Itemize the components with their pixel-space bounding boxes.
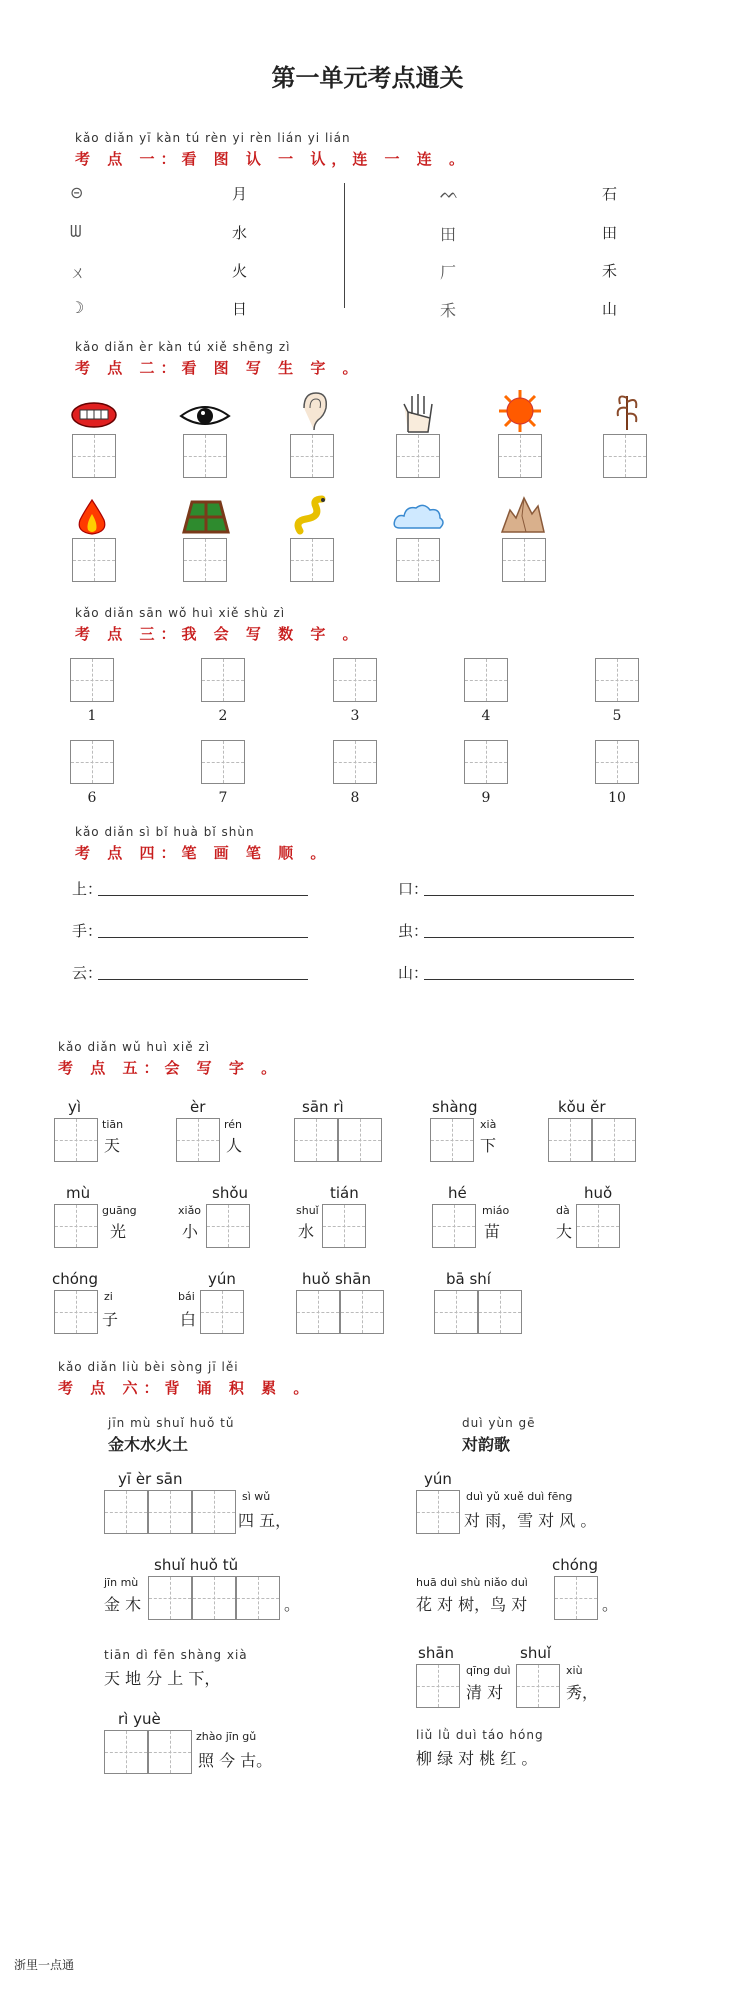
number-label: 3 [350,708,360,724]
stroke-label-shou: 手： [72,922,103,940]
section5-heading: 考 点 五：会 写 字 。 [58,1059,283,1077]
writing-grid-field[interactable] [183,538,227,582]
pinyin-huo: huǒ [584,1184,613,1202]
poem1-pinyin: jīn mù shuǐ huǒ tǔ [108,1416,235,1430]
pinyin-sanri: sān rì [302,1098,344,1116]
ear-picture [296,390,330,434]
write-grid[interactable] [54,1204,98,1248]
char-shui: 水 [232,224,248,242]
poem1-line4-text: 照 今 古。 [198,1751,273,1770]
char-da: 大 [556,1222,573,1241]
pinyin-yi: yì [68,1098,82,1116]
char-huo: 火 [232,262,248,280]
char-guang: 光 [110,1222,127,1241]
number-label: 9 [481,790,491,806]
writing-grid-fire[interactable] [72,538,116,582]
write-grid[interactable] [322,1204,366,1248]
poem1-line4-pinyin2: zhào jīn gǔ [196,1730,257,1743]
writing-grid-ear[interactable] [290,434,334,478]
char-bai: 白 [180,1310,197,1329]
stroke-answer-line[interactable] [98,979,308,980]
grain-picture [612,390,642,430]
poem2-line4-pinyin: liǔ lǜ duì táo hóng [416,1728,544,1742]
ancient-stone-glyph: ᨓ [440,183,460,202]
write-grid[interactable] [516,1664,560,1708]
number-label: 6 [87,790,97,806]
section2-heading: 考 点 二：看 图 写 生 字 。 [75,359,364,377]
poem1-line3-pinyin: tiān dì fēn shàng xià [104,1648,248,1662]
mountain-picture [500,496,546,534]
writing-grid-eye[interactable] [183,434,227,478]
poem1-line2-end: 。 [284,1595,301,1614]
pinyin-shang: shàng [432,1098,478,1116]
poem1-line1-pinyin: yī èr sān [118,1470,183,1488]
section1-pinyin: kǎo diǎn yī kàn tú rèn yi rèn lián yi lián [75,131,351,145]
write-grid[interactable] [236,1576,280,1620]
char-he: 禾 [602,262,618,280]
write-grid[interactable] [416,1664,460,1708]
number-label: 2 [218,708,228,724]
writing-grid-hand[interactable] [396,434,440,478]
write-grid[interactable] [104,1730,148,1774]
poem2-line2-end: 。 [602,1595,619,1614]
pinyin-chong: chóng [52,1270,98,1288]
stroke-label-yun: 云： [72,964,103,982]
page-title: 第一单元考点通关 [271,63,464,92]
poem2-line4-text: 柳 绿 对 桃 红 。 [416,1749,538,1768]
pinyin-yun: yún [208,1270,236,1288]
char-yue: 月 [232,185,248,203]
char-ren: 人 [226,1136,243,1155]
write-grid[interactable] [592,1118,636,1162]
number-label: 5 [612,708,622,724]
ancient-fire-glyph: ㄨ [70,263,87,282]
write-grid[interactable] [148,1576,192,1620]
write-grid[interactable] [478,1290,522,1334]
pinyin-huoshan: huǒ shān [302,1270,371,1288]
write-grid[interactable] [192,1490,236,1534]
write-grid[interactable] [54,1118,98,1162]
number-label: 4 [481,708,491,724]
poem2-line3-pinyin3: shuǐ [520,1644,551,1662]
write-grid[interactable] [338,1118,382,1162]
char-tian: 田 [602,224,618,242]
write-grid[interactable] [176,1118,220,1162]
number-label: 7 [218,790,228,806]
poem1-line2-pinyin: shuǐ huǒ tǔ [154,1556,239,1574]
number-grid[interactable] [464,658,508,702]
footer-watermark: 浙里一点通 [14,1958,75,1972]
poem2-line3-text: 清 对 [466,1683,504,1702]
pinyin-miao: miáo [482,1204,510,1217]
section5-pinyin: kǎo diǎn wǔ huì xiě zì [58,1040,211,1054]
writing-grid-grain[interactable] [603,434,647,478]
write-grid[interactable] [548,1118,592,1162]
eye-picture [178,402,232,430]
mouth-picture [70,400,118,430]
stroke-label-chong: 虫： [398,922,429,940]
write-grid[interactable] [206,1204,250,1248]
poem1-line2-pinyin0: jīn mù [104,1576,139,1589]
char-shi: 石 [602,185,618,203]
pinyin-bai: bái [178,1290,195,1303]
stroke-answer-line[interactable] [98,937,308,938]
pinyin-er: èr [190,1098,206,1116]
pinyin-da: dà [556,1204,570,1217]
pinyin-tian: tiān [102,1118,124,1131]
pinyin-xia: xià [480,1118,497,1131]
section1-heading: 考 点 一：看 图 认 一 认，连 一 连 。 [75,150,471,168]
divider [344,183,345,308]
ancient-grain-glyph: 禾 [440,301,457,320]
fire-picture [74,498,110,536]
stroke-answer-line[interactable] [98,895,308,896]
number-grid[interactable] [595,658,639,702]
pinyin-shui: shuǐ [296,1204,319,1217]
poem2-pinyin: duì yùn gē [462,1416,536,1430]
stroke-answer-line[interactable] [424,895,634,896]
write-grid[interactable] [192,1576,236,1620]
worm-picture [292,495,332,535]
stroke-answer-line[interactable] [424,979,634,980]
char-shui: 水 [298,1222,315,1241]
stroke-answer-line[interactable] [424,937,634,938]
section6-pinyin: kǎo diǎn liù bèi sòng jī lěi [58,1360,239,1374]
write-grid[interactable] [430,1118,474,1162]
write-grid[interactable] [416,1490,460,1534]
poem2-line3-text2: 秀， [566,1683,599,1702]
char-tian: 天 [104,1136,121,1155]
char-shan: 山 [602,300,618,318]
section4-heading: 考 点 四：笔 画 笔 顺 。 [75,844,332,862]
write-grid[interactable] [296,1290,340,1334]
number-grid[interactable] [201,658,245,702]
char-xiao: 小 [182,1222,199,1241]
number-grid[interactable] [70,740,114,784]
number-grid[interactable] [464,740,508,784]
poem2-line3-pinyin: shān [418,1644,455,1662]
stroke-label-shang: 上： [72,880,103,898]
section3-heading: 考 点 三：我 会 写 数 字 。 [75,625,364,643]
write-grid[interactable] [340,1290,384,1334]
pinyin-shou: shǒu [212,1184,249,1202]
write-grid[interactable] [576,1204,620,1248]
hand-picture [400,392,436,434]
section3-pinyin: kǎo diǎn sān wǒ huì xiě shù zì [75,606,286,620]
poem1-line1-text: 四 五， [238,1511,292,1530]
writing-grid-worm[interactable] [290,538,334,582]
number-label: 8 [350,790,360,806]
poem1-line3-text: 天 地 分 上 下， [104,1669,221,1688]
writing-grid-mountain[interactable] [502,538,546,582]
pinyin-he: hé [448,1184,467,1202]
poem1-title: 金木水火土 [108,1435,189,1454]
number-grid[interactable] [333,740,377,784]
poem1-line2-text0: 金 木 [104,1595,142,1614]
field-picture [182,500,230,534]
number-grid[interactable] [70,658,114,702]
ancient-field-glyph: 田 [440,225,457,244]
ancient-water-glyph: ᗯ [70,222,82,241]
writing-grid-cloud[interactable] [396,538,440,582]
poem2-line1-pinyin2: duì yǔ xuě duì fēng [466,1490,573,1503]
poem2-line2-pinyin: huā duì shù niǎo duì [416,1576,528,1589]
section6-heading: 考 点 六：背 诵 积 累 。 [58,1379,315,1397]
write-grid[interactable] [554,1576,598,1620]
ancient-moon-glyph: ⊝ [70,183,84,202]
write-grid[interactable] [104,1490,148,1534]
pinyin-ren: rén [224,1118,243,1131]
poem2-line2-text: 花 对 树，鸟 对 [416,1595,528,1614]
number-grid[interactable] [333,658,377,702]
pinyin-xiao: xiǎo [178,1204,202,1217]
writing-grid-sun[interactable] [498,434,542,478]
char-zi: 子 [102,1310,119,1329]
write-grid[interactable] [200,1290,244,1334]
cloud-picture [392,502,446,534]
poem2-line2-pinyin2: chóng [552,1556,598,1574]
pinyin-mu: mù [66,1184,91,1202]
section4-pinyin: kǎo diǎn sì bǐ huà bǐ shùn [75,825,255,839]
write-grid[interactable] [54,1290,98,1334]
write-grid[interactable] [148,1490,192,1534]
pinyin-tian2: tián [330,1184,359,1202]
write-grid[interactable] [148,1730,192,1774]
write-grid[interactable] [434,1290,478,1334]
number-label: 1 [87,708,97,724]
stroke-label-shan: 山： [398,964,429,982]
poem2-line3-pinyin2: qīng duì [466,1664,511,1677]
char-xia: 下 [480,1136,497,1155]
writing-grid-mouth[interactable] [72,434,116,478]
pinyin-guang: guāng [102,1204,137,1217]
poem1-line4-pinyin: rì yuè [118,1710,161,1728]
char-ri: 日 [232,300,248,318]
poem2-title: 对韵歌 [462,1435,511,1454]
stroke-label-kou: 口： [398,880,429,898]
poem2-line1-pinyin: yún [424,1470,452,1488]
pinyin-kouer: kǒu ěr [558,1098,606,1116]
section2-pinyin: kǎo diǎn èr kàn tú xiě shēng zì [75,340,291,354]
sun-picture [498,389,542,433]
number-grid[interactable] [201,740,245,784]
pinyin-bashi: bā shí [446,1270,491,1288]
poem2-line1-text: 对 雨，雪 对 风 。 [464,1511,597,1530]
ancient-sun-glyph: ☽ [70,298,85,317]
write-grid[interactable] [432,1204,476,1248]
poem2-line3-pinyin4: xiù [566,1664,583,1677]
number-label: 10 [608,790,626,806]
char-miao: 苗 [484,1222,501,1241]
number-grid[interactable] [595,740,639,784]
pinyin-zi: zi [104,1290,113,1303]
ancient-cliff-glyph: 厂 [440,263,457,282]
write-grid[interactable] [294,1118,338,1162]
poem1-line1-pinyin2: sì wǔ [242,1490,271,1503]
